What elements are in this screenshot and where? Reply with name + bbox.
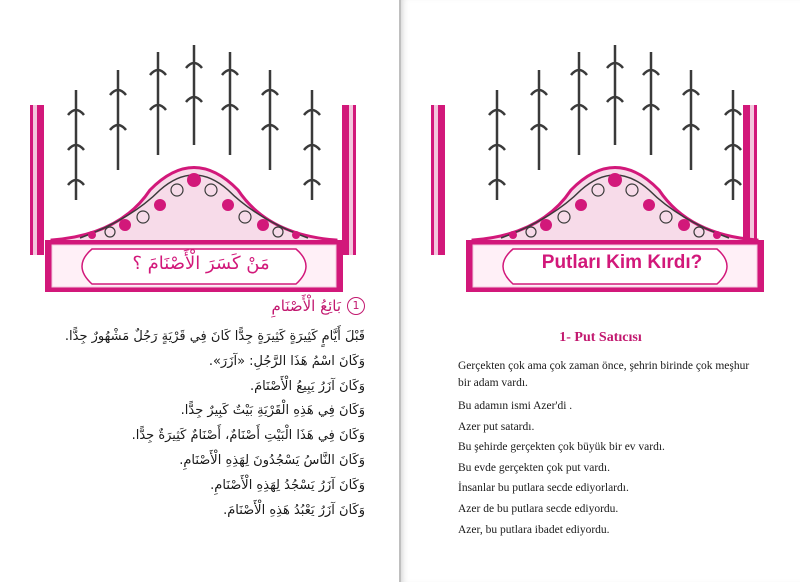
turkish-line: Bu şehirde gerçekten çok büyük bir ev vardı. — [458, 441, 665, 454]
banner-title: Putları Kim Kırdı? — [541, 252, 703, 273]
arabic-line: قَبْلَ أَيَّامٍ كَثِيرَةٍ كَثِيرَةٍ جِدًّا كَانَ فِي قَرْيَةٍ رَجُلٌ مَشْهُورٌ جِدًّا. — [64, 329, 365, 344]
turkish-line: İnsanlar bu putlara secde ediyorlardı. — [458, 482, 629, 495]
lesson-number-badge: 1 — [347, 297, 365, 315]
arabic-line: وَكَانَ فِي هَذِهِ الْقَرْيَةِ بَيْتٌ كَبِيرٌ جِدًّا. — [180, 403, 365, 419]
title-banner — [509, 240, 735, 286]
right-page — [401, 0, 800, 582]
arabic-line: وَكَانَ آزَرُ يَعْبُدُ هَذِهِ الْأَصْنَامَ. — [223, 502, 365, 518]
turkish-paragraph: Gerçekten çok ama çok zaman önce, şehrin birinde çok meşhur bir adam vardı. — [458, 360, 750, 389]
lesson-subtitle — [271, 297, 365, 315]
banner-title: مَنْ كَسَرَ الْأَصْنَامَ ؟ — [132, 252, 270, 274]
turkish-line: Azer put satardı. — [458, 420, 535, 433]
title-banner — [88, 240, 314, 286]
arabic-line: وَكَانَ آزَرُ يَبِيعُ الْأَصْنَامَ. — [249, 378, 365, 394]
turkish-line: Azer de bu putlara secde ediyordu. — [458, 502, 619, 515]
section-heading: 1- Put Satıcısı — [559, 330, 642, 345]
arabic-line: وَكَانَ فِي هَذَا الْبَيْتِ أَصْنَامٌ، أَصْنَامٌ كَثِيرَةٌ جِدًّا. — [131, 428, 365, 444]
turkish-line: Bu adamın ismi Azer'di . — [458, 400, 573, 412]
turkish-text-block — [458, 358, 758, 540]
arabic-line: وَكَانَ اسْمُ هَذَا الرَّجُلِ: «آزَرَ». — [208, 353, 365, 369]
lesson-title: بَائِعُ الْأَصْنَامِ — [271, 297, 341, 315]
arabic-text-block — [45, 325, 365, 523]
arabic-line: وَكَانَ آزَرُ يَسْجُدُ لِهَذِهِ الْأَصْنَامِ. — [210, 477, 365, 493]
left-page — [0, 0, 399, 582]
turkish-line: Azer, bu putlara ibadet ediyordu. — [458, 523, 610, 536]
arabic-line: وَكَانَ النَّاسُ يَسْجُدُونَ لِهَذِهِ الْأَصْنَامِ. — [179, 452, 365, 468]
turkish-line: Bu evde gerçekten çok put vardı. — [458, 461, 610, 474]
